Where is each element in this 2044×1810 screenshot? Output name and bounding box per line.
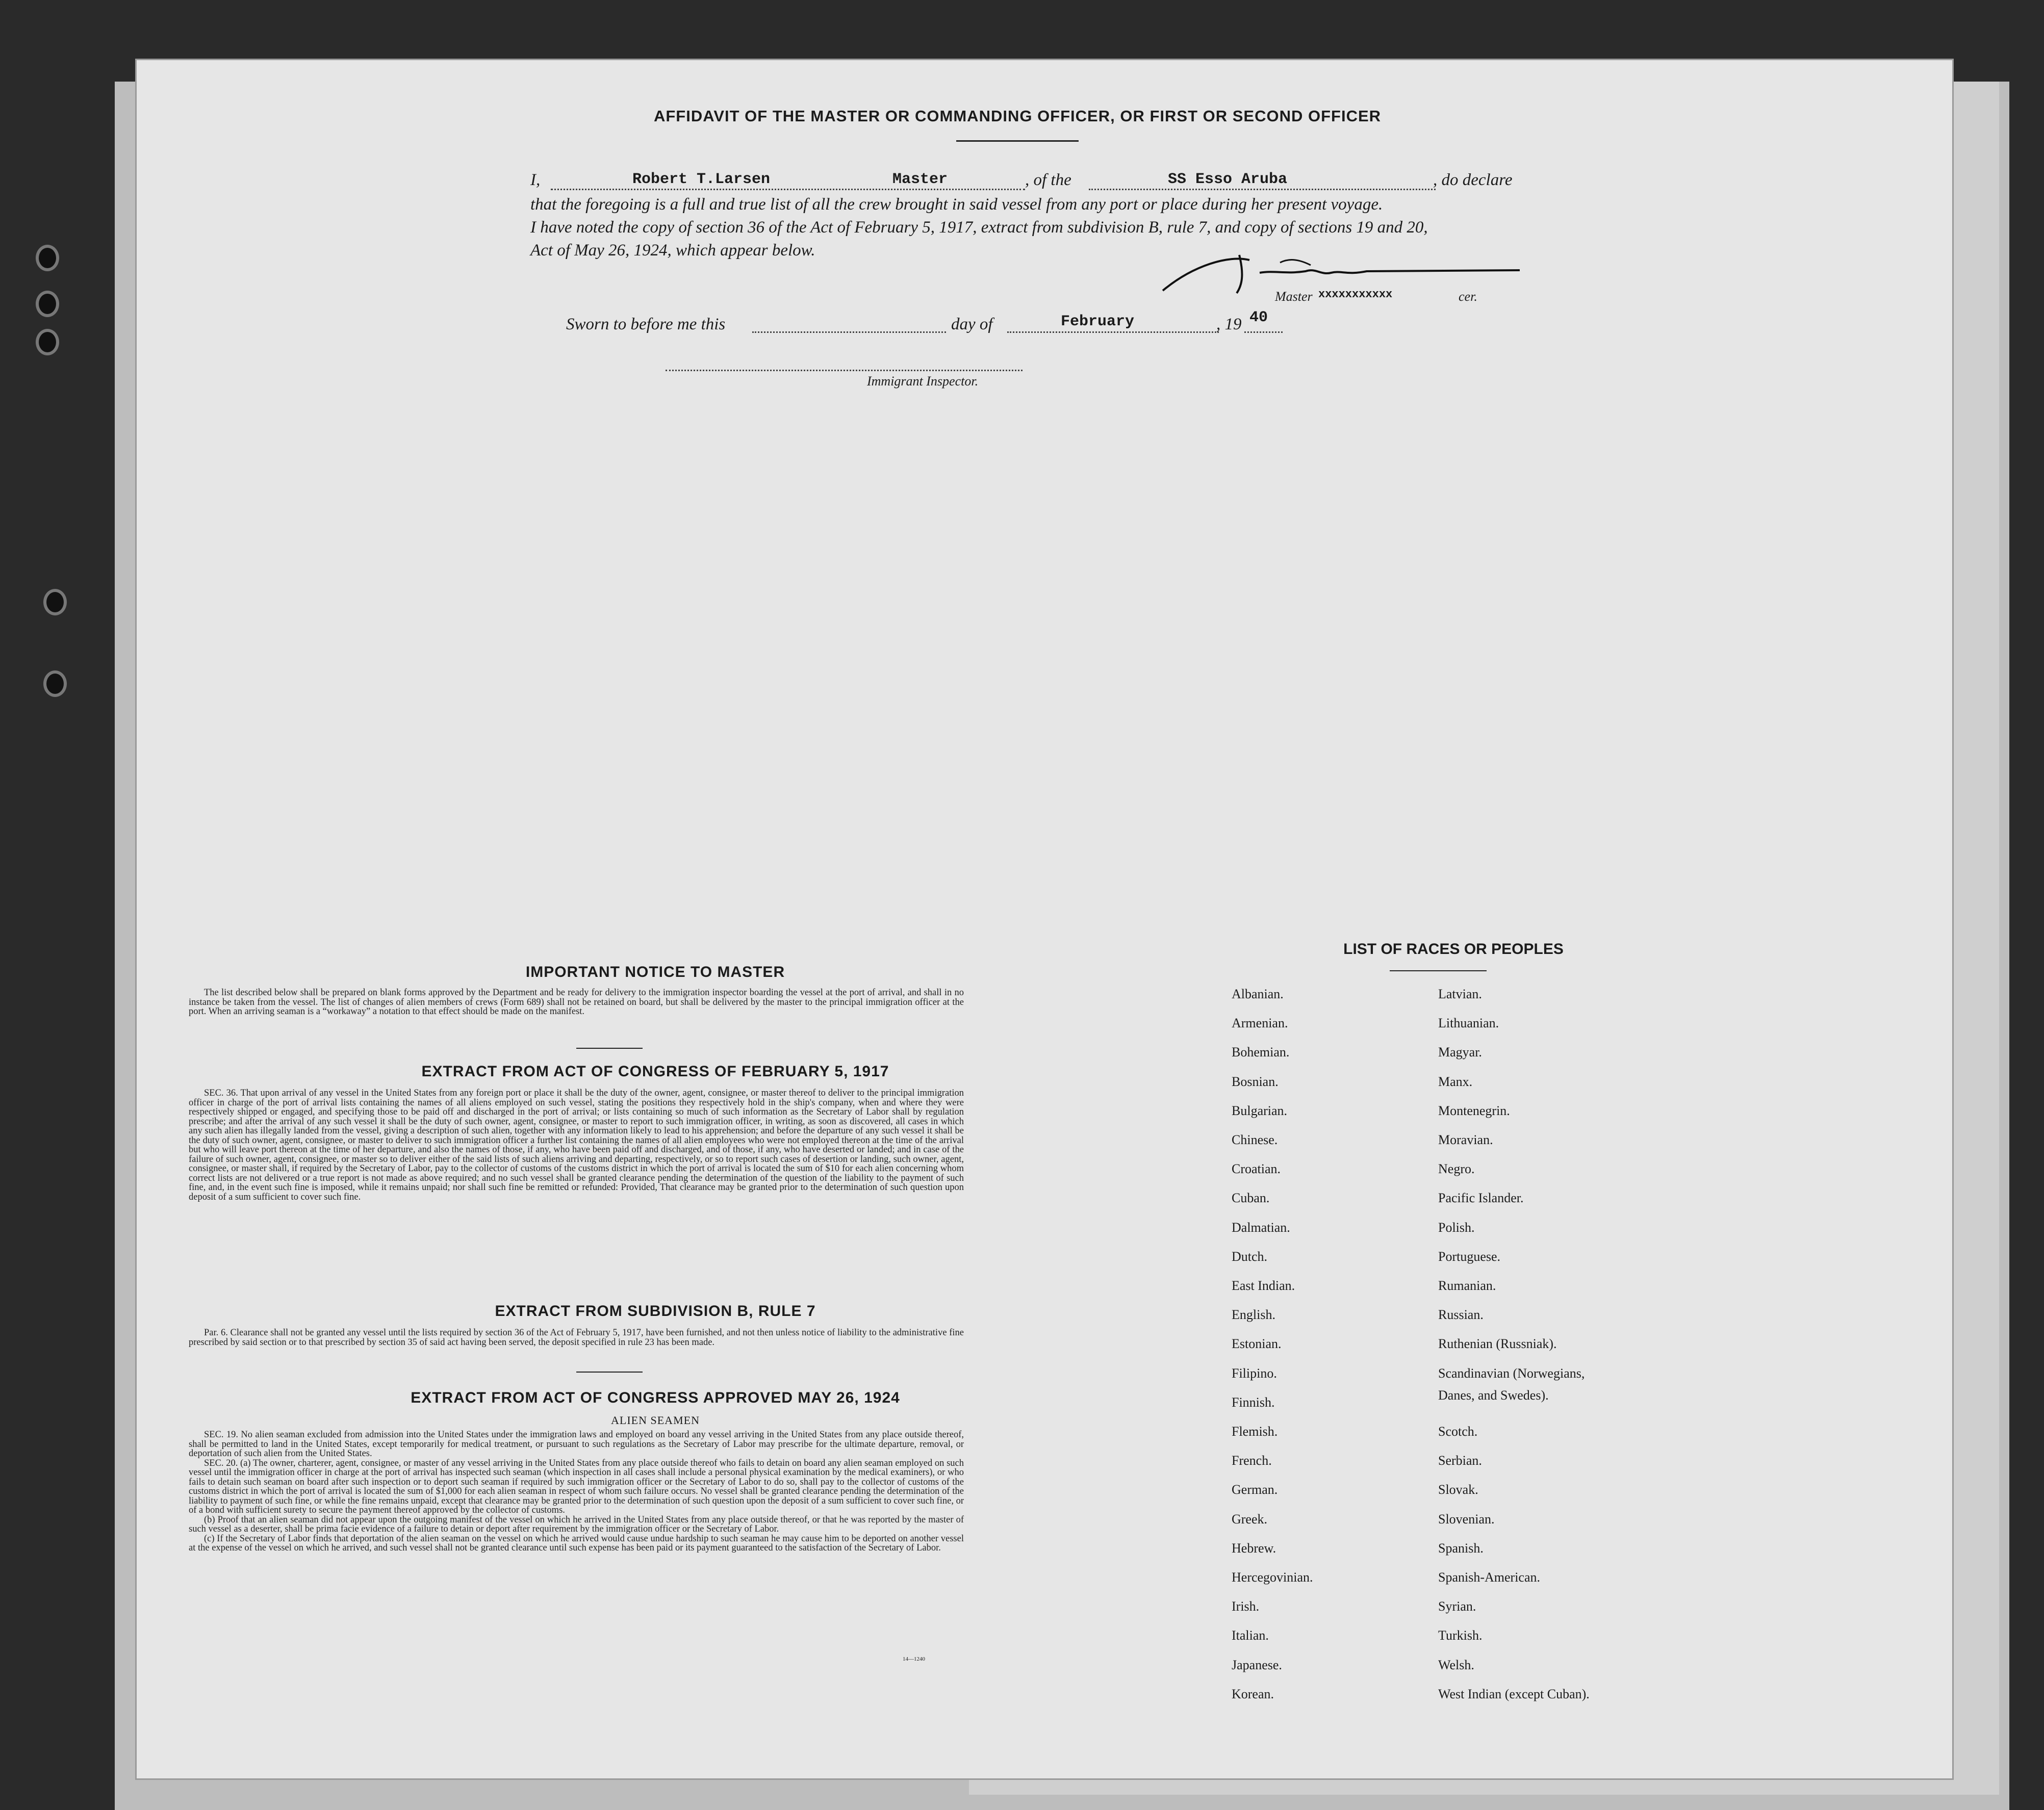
declaration-line-3: I have noted the copy of section 36 of the Act of February 5, 1917, extract from subdivision B, rule 7, and copy of sections 19 and 20, bbox=[530, 218, 1428, 237]
race-item: German. bbox=[1232, 1482, 1278, 1497]
section-20c-paragraph: (c) If the Secretary of Labor finds that deportation of the alien seaman on the vessel on which he arrived would cause undue hardship to such seaman he may cause him to be deported on another vessel at the expense of the vessel on which he arrived, and such vessel shall not be granted clearance until such expense has been paid or its payment guaranteed to the satisfaction of the Secretary of Labor. bbox=[189, 1533, 964, 1553]
name-field-line bbox=[551, 189, 1025, 190]
affidavit-title: AFFIDAVIT OF THE MASTER OR COMMANDING OFFICER, OR FIRST OR SECOND OFFICER bbox=[653, 107, 1382, 125]
race-item: Ruthenian (Russniak). bbox=[1438, 1336, 1557, 1352]
race-item: Bohemian. bbox=[1232, 1045, 1290, 1060]
sworn-month: February bbox=[1061, 313, 1135, 330]
race-item: Rumanian. bbox=[1438, 1278, 1496, 1293]
extract-1917-title: EXTRACT FROM ACT OF CONGRESS OF FEBRUARY 5, 1917 bbox=[421, 1063, 889, 1080]
race-item: Cuban. bbox=[1232, 1191, 1270, 1206]
declaration-line-4: Act of May 26, 1924, which appear below. bbox=[530, 241, 815, 260]
year-prefix: , 19 bbox=[1216, 315, 1242, 333]
race-item: Scandinavian (Norwegians, bbox=[1438, 1365, 1585, 1381]
race-item: Lithuanian. bbox=[1438, 1016, 1499, 1031]
race-item: Estonian. bbox=[1232, 1336, 1282, 1352]
race-item: Bulgarian. bbox=[1232, 1103, 1288, 1118]
section-36-paragraph: SEC. 36. That upon arrival of any vessel in the United States from any foreign port or place it shall be the duty of the owner, agent, consignee, or master thereof to deliver to the principal immigration officer in charge of the port of arrival lists containing the names of all aliens employed on such vessel, stating the positions they respectively hold in the ship's company, when and where they were respectively shipped or engaged, and specifying those to be paid off and discharged in the port of arrival; or lists containing so much of such information as the Secretary of Labor shall by regulation prescribe; and after the arrival of any such vessel it shall be the duty of such owner, agent, consignee, or master to report to such immigration officer, in writing, as soon as discovered, all cases in which any such alien has illegally landed from the vessel, giving a description of such alien, together with any information likely to lead to his apprehension; and before the departure of any such vessel it shall be the duty of such owner, agent, consignee, or master to deliver to such immigration officer a further list containing the names of all alien employees who were not employed thereon at the time of the arrival but who will leave port thereon at the time of her departure, and also the names of those, if any, who have been paid off and discharged, and of those, if any, who have deserted or landed; and in case of the failure of such owner, agent, consignee, or master so to deliver either of the said lists of such aliens arriving and departing, respectively, or so to report such cases of desertion or landing, such owner, agent, consignee, or master shall, if required by the Secretary of Labor, pay to the collector of customs of the customs district in which the port of arrival is located the sum of $10 for each alien concerning whom correct lists are not delivered or a true report is not made as above required; and no such vessel shall be granted clearance pending the determination of the question of the liability to the payment of such fine, and, in the event such fine is imposed, while it remains unpaid; nor shall such fine be remitted or refunded: Provided, That clearance may be granted prior to the determination of such question upon deposit of a sum sufficient to cover such fine. bbox=[189, 1088, 964, 1202]
section-20a-paragraph: SEC. 20. (a) The owner, charterer, agent, consignee, or master of any vessel arriving in the United States from any place outside thereof who fails to detain on board any alien seaman employed on such vessel until the immigration officer in charge at the port of arrival has inspected such seaman (which inspection in all cases shall include a personal physical examination by the medical examiners), or who fails to detain such seaman on board after such inspection or to deport such seaman if required by such immigration officer or the Secretary of Labor to do so, shall pay to the collector of customs of the customs district in which the port of arrival is located the sum of $1,000 for each alien seaman in respect of whom such failure occurs. No vessel shall be granted clearance pending the determination of the liability to payment of such fine, or while the fine remains unpaid, except that clearance may be granted prior to the determination of such question upon the deposit of a sum sufficient to cover such fine, or of a bond with sufficient surety to secure the payment thereof approved by the collector of customs. bbox=[189, 1458, 964, 1515]
race-item: Dutch. bbox=[1232, 1249, 1268, 1264]
race-item: Japanese. bbox=[1232, 1657, 1282, 1672]
punch-hole-icon bbox=[43, 589, 67, 615]
race-item: Dalmatian. bbox=[1232, 1220, 1290, 1235]
race-item: Manx. bbox=[1438, 1074, 1473, 1089]
race-item: Polish. bbox=[1438, 1220, 1475, 1235]
race-item: Spanish-American. bbox=[1438, 1570, 1541, 1585]
punch-hole-icon bbox=[36, 245, 59, 271]
race-item: Hebrew. bbox=[1232, 1540, 1276, 1556]
master-name: Robert T.Larsen bbox=[632, 171, 771, 188]
section-19-paragraph: SEC. 19. No alien seaman excluded from admission into the United States under the immigration laws and employed on board any vessel arriving in the United States from any place outside thereof, shall be permitted to land in the United States, except temporarily for medical treatment, or pursuant to such regulations as the Secretary of Labor may prescribe for the ultimate departure, removal, or deportation of such alien from the United States. bbox=[189, 1430, 964, 1459]
race-item: Negro. bbox=[1438, 1161, 1475, 1177]
title-divider bbox=[956, 140, 1079, 142]
notice-title: IMPORTANT NOTICE TO MASTER bbox=[525, 964, 785, 980]
form-code: 14—1240 bbox=[903, 1656, 925, 1662]
rule-7-paragraph: Par. 6. Clearance shall not be granted any vessel until the lists required by section 36 of the Act of February 5, 1917, have been furnished, and not then unless notice of liability to the administrative fine prescribed by said section or to that prescribed by section 35 of said act having been served, the deposit specified in rule 23 has been made. bbox=[189, 1328, 964, 1348]
race-item: Scotch. bbox=[1438, 1424, 1478, 1439]
of-the-label: , of the bbox=[1025, 171, 1071, 189]
sworn-day-line bbox=[752, 331, 946, 333]
race-item: Syrian. bbox=[1438, 1599, 1476, 1614]
year-suffix: 40 bbox=[1249, 309, 1268, 326]
race-item: East Indian. bbox=[1232, 1278, 1295, 1293]
race-item: Welsh. bbox=[1438, 1657, 1474, 1672]
race-item: Italian. bbox=[1232, 1628, 1269, 1643]
race-item: Albanian. bbox=[1232, 987, 1284, 1001]
race-item: Bosnian. bbox=[1232, 1074, 1279, 1089]
race-item: French. bbox=[1232, 1453, 1272, 1468]
rule-7-title: EXTRACT FROM SUBDIVISION B, RULE 7 bbox=[495, 1303, 816, 1320]
notice-divider bbox=[576, 1048, 643, 1049]
race-item: Korean. bbox=[1232, 1686, 1274, 1701]
race-item: Finnish. bbox=[1232, 1394, 1275, 1410]
race-item: Turkish. bbox=[1438, 1628, 1483, 1643]
race-item: Montenegrin. bbox=[1438, 1103, 1510, 1118]
inspector-signature-line bbox=[666, 370, 1023, 371]
year-field-line bbox=[1244, 331, 1283, 333]
notice-paragraph: The list described below shall be prepared on blank forms approved by the Department and be ready for delivery to the immigration inspector boarding the vessel at the port of arrival, and shall in no instance be taken from the vessel. The list of changes of alien members of crews (Form 689) shall not be retained on board, but shall be delivered by the master to the principal immigration officer at the port. When an arriving seaman is a “workaway” a notation to that effect should be made on the manifest. bbox=[189, 988, 964, 1017]
alien-seamen-subtitle: ALIEN SEAMEN bbox=[611, 1414, 700, 1427]
race-item: Greek. bbox=[1232, 1511, 1268, 1527]
signature-caption-master: Master bbox=[1275, 289, 1313, 304]
day-of-label: day of bbox=[951, 315, 993, 333]
race-item: Serbian. bbox=[1438, 1453, 1482, 1468]
punch-hole-icon bbox=[36, 291, 59, 317]
race-item: Croatian. bbox=[1232, 1161, 1281, 1177]
sworn-prefix: Sworn to before me this bbox=[566, 315, 726, 333]
race-item: West Indian (except Cuban). bbox=[1438, 1686, 1590, 1701]
extract-1924-text bbox=[189, 1430, 964, 1553]
signature-caption-suffix: cer. bbox=[1459, 289, 1477, 304]
race-item: Slovenian. bbox=[1438, 1511, 1495, 1527]
punch-hole-icon bbox=[36, 329, 59, 355]
extract-1917-text bbox=[189, 1089, 964, 1202]
do-declare-label: , do declare bbox=[1433, 171, 1513, 189]
race-item: Danes, and Swedes). bbox=[1438, 1388, 1549, 1403]
race-item: Filipino. bbox=[1232, 1365, 1277, 1381]
vessel-field-line bbox=[1089, 189, 1436, 190]
inspector-caption: Immigrant Inspector. bbox=[867, 374, 979, 389]
vessel-name: SS Esso Aruba bbox=[1168, 171, 1288, 188]
sworn-month-line bbox=[1007, 331, 1219, 333]
declaration-line-2: that the foregoing is a full and true list of all the crew brought in said vessel from any port or place during her present voyage. bbox=[530, 195, 1383, 214]
rule-7-divider bbox=[576, 1372, 643, 1373]
race-item: Flemish. bbox=[1232, 1424, 1278, 1439]
section-20b-paragraph: (b) Proof that an alien seaman did not appear upon the outgoing manifest of the vessel on which he arrived in the United States from any place outside thereof, or that he was reported by the master of such vessel as a deserter, shall be prima facie evidence of a failure to detain or deport after requirement by the immigration officer or the Secretary of Labor. bbox=[189, 1514, 964, 1534]
race-item: Slovak. bbox=[1438, 1482, 1478, 1497]
races-title: LIST OF RACES OR PEOPLES bbox=[1343, 941, 1564, 958]
punch-hole-icon bbox=[43, 670, 67, 697]
race-item: English. bbox=[1232, 1307, 1275, 1323]
notice-text bbox=[189, 988, 964, 1017]
race-item: Spanish. bbox=[1438, 1540, 1484, 1556]
signature-caption-typed: xxxxxxxxxxx bbox=[1318, 288, 1393, 301]
races-divider bbox=[1390, 970, 1487, 971]
race-item: Russian. bbox=[1438, 1307, 1484, 1323]
race-item: Pacific Islander. bbox=[1438, 1191, 1524, 1206]
rule-7-text bbox=[189, 1328, 964, 1347]
race-item: Portuguese. bbox=[1438, 1249, 1501, 1264]
race-item: Armenian. bbox=[1232, 1016, 1288, 1031]
race-item: Irish. bbox=[1232, 1599, 1260, 1614]
race-item: Latvian. bbox=[1438, 987, 1482, 1001]
race-item: Chinese. bbox=[1232, 1132, 1278, 1147]
declarant-prefix: I, bbox=[530, 171, 541, 189]
race-item: Hercegovinian. bbox=[1232, 1570, 1313, 1585]
race-item: Moravian. bbox=[1438, 1132, 1493, 1147]
master-rank: Master bbox=[892, 171, 948, 188]
extract-1924-title: EXTRACT FROM ACT OF CONGRESS APPROVED MAY 26, 1924 bbox=[411, 1389, 900, 1406]
race-item: Magyar. bbox=[1438, 1045, 1482, 1060]
